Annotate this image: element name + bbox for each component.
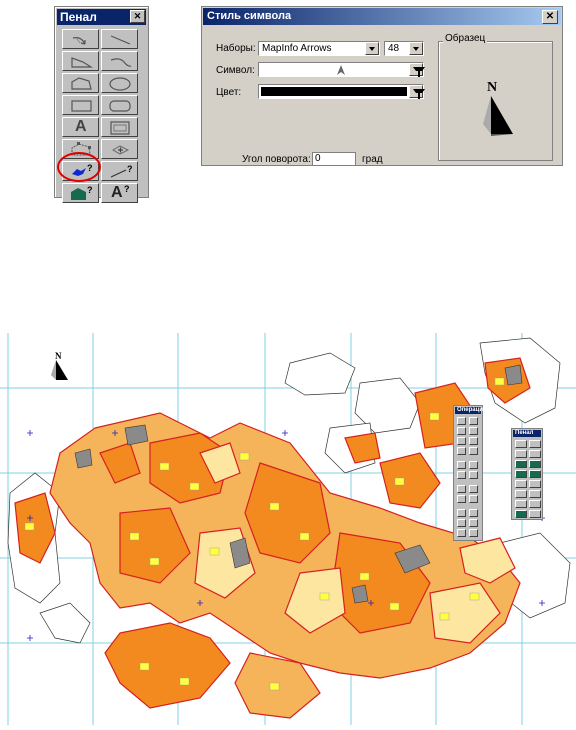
info-tool-icon[interactable] xyxy=(457,485,466,493)
frame-icon xyxy=(102,118,139,138)
invert-select-icon[interactable] xyxy=(469,447,478,455)
label-tool-icon[interactable] xyxy=(457,495,466,503)
polyline-icon[interactable] xyxy=(515,450,527,458)
svg-text:?: ? xyxy=(127,164,133,174)
zoom-in-icon[interactable] xyxy=(457,461,466,469)
rectangle-icon xyxy=(63,96,100,116)
statistics-icon[interactable] xyxy=(469,519,478,527)
polygon-icon[interactable] xyxy=(515,460,527,468)
size-value: 48 xyxy=(388,43,400,54)
map-canvas[interactable] xyxy=(0,333,576,725)
line-style-tool-button[interactable] xyxy=(101,161,138,181)
map-penal-toolbar-title: Пенал xyxy=(513,430,541,437)
clip-region-icon[interactable] xyxy=(457,529,466,537)
line-icon xyxy=(102,30,139,50)
arc-icon[interactable] xyxy=(515,440,527,448)
zoom-out-icon[interactable] xyxy=(469,461,478,469)
help-mark: ? xyxy=(124,184,130,194)
svg-text:?: ? xyxy=(87,185,93,195)
color-picker[interactable] xyxy=(258,84,424,99)
text-style-tool-button[interactable] xyxy=(101,183,138,203)
ruler-icon[interactable] xyxy=(469,509,478,517)
angle-label: Угол поворота: xyxy=(242,154,311,165)
chevron-down-icon[interactable] xyxy=(409,63,423,76)
text-icon[interactable] xyxy=(515,480,527,488)
polygon-tool-button[interactable] xyxy=(62,73,99,93)
polyline-tool-button[interactable] xyxy=(62,51,99,71)
rounded-rectangle-icon xyxy=(102,96,139,116)
line-tool-button[interactable] xyxy=(101,29,138,49)
highlight-circle xyxy=(57,152,101,182)
rectangle-tool-button[interactable] xyxy=(62,95,99,115)
chevron-down-icon[interactable] xyxy=(365,42,379,55)
map-penal-toolbar[interactable] xyxy=(511,428,543,520)
rounded-rectangle-icon[interactable] xyxy=(529,470,541,478)
rectangle-icon[interactable] xyxy=(515,470,527,478)
region-style-tool-button[interactable] xyxy=(62,183,99,203)
polyline-icon xyxy=(63,52,100,72)
hot-link-icon[interactable] xyxy=(469,485,478,493)
svg-text:?: ? xyxy=(87,163,93,173)
polygon-select-icon[interactable] xyxy=(469,427,478,435)
close-icon[interactable]: ✕ xyxy=(542,10,558,24)
line-style-icon xyxy=(102,162,139,182)
rounded-rectangle-tool-button[interactable] xyxy=(101,95,138,115)
map-operations-toolbar-title: Операции xyxy=(457,407,487,413)
region-style-icon[interactable] xyxy=(515,510,527,518)
north-letter: N xyxy=(487,80,498,95)
layer-control-icon[interactable] xyxy=(457,509,466,517)
map-operations-toolbar[interactable] xyxy=(453,405,487,541)
drag-window-icon[interactable] xyxy=(469,495,478,503)
select-tool-icon[interactable] xyxy=(457,417,466,425)
text-tool-button[interactable] xyxy=(62,117,99,137)
legend-icon[interactable] xyxy=(457,519,466,527)
text-style-icon[interactable] xyxy=(529,510,541,518)
symbol-style-dialog xyxy=(201,6,563,166)
penal-title: Пенал xyxy=(60,10,97,24)
set-target-icon[interactable] xyxy=(469,529,478,537)
chevron-down-icon[interactable] xyxy=(409,85,423,98)
add-node-icon[interactable] xyxy=(529,490,541,498)
symbol-label: Символ: xyxy=(216,65,255,76)
symbol-style-icon[interactable] xyxy=(515,500,527,508)
angle-unit: град xyxy=(362,154,383,165)
line-style-icon[interactable] xyxy=(529,500,541,508)
color-swatch xyxy=(261,87,407,96)
forest-map[interactable] xyxy=(0,333,576,725)
color-label: Цвет: xyxy=(216,87,242,98)
sets-label: Наборы: xyxy=(216,43,256,54)
sample-label: Образец xyxy=(445,33,486,44)
sets-combo[interactable] xyxy=(258,41,380,56)
add-node-icon xyxy=(102,140,139,160)
arc-tool-button[interactable] xyxy=(62,29,99,49)
boundary-select-icon[interactable] xyxy=(457,437,466,445)
angle-input[interactable]: 0 xyxy=(312,152,356,166)
arc-icon xyxy=(63,30,100,50)
symbol-picker[interactable] xyxy=(258,62,424,77)
ellipse-icon xyxy=(102,74,139,94)
frame-icon[interactable] xyxy=(529,480,541,488)
marquee-tool-icon[interactable] xyxy=(469,417,478,425)
size-combo[interactable] xyxy=(384,41,424,56)
dialog-title: Стиль символа xyxy=(207,10,292,22)
region-style-icon xyxy=(63,184,100,204)
add-node-tool-button[interactable] xyxy=(101,139,138,159)
ellipse-tool-button[interactable] xyxy=(101,73,138,93)
ellipse-icon[interactable] xyxy=(529,460,541,468)
sets-value: MapInfo Arrows xyxy=(262,43,332,54)
change-view-icon[interactable] xyxy=(457,471,466,479)
north-arrow-icon xyxy=(335,64,347,76)
north-arrow-icon xyxy=(481,94,521,144)
line-icon[interactable] xyxy=(529,440,541,448)
dialog-title-bar[interactable] xyxy=(203,8,561,25)
polygon-icon xyxy=(63,74,100,94)
reshape-icon[interactable] xyxy=(515,490,527,498)
penal-palette xyxy=(54,6,149,201)
unselect-icon[interactable] xyxy=(469,437,478,445)
graph-select-icon[interactable] xyxy=(457,447,466,455)
text-icon: A xyxy=(75,118,87,135)
curve-icon xyxy=(102,52,139,72)
frame-tool-button[interactable] xyxy=(101,117,138,137)
text-style-icon: A xyxy=(111,184,123,201)
sample-preview xyxy=(438,41,553,161)
curve-icon[interactable] xyxy=(529,450,541,458)
curve-tool-button[interactable] xyxy=(101,51,138,71)
grabber-icon[interactable] xyxy=(469,471,478,479)
chevron-down-icon[interactable] xyxy=(409,42,423,55)
north-arrow-icon xyxy=(50,359,70,385)
radius-tool-icon[interactable] xyxy=(457,427,466,435)
map-north-letter: N xyxy=(55,351,62,361)
close-icon[interactable]: ✕ xyxy=(130,10,145,23)
